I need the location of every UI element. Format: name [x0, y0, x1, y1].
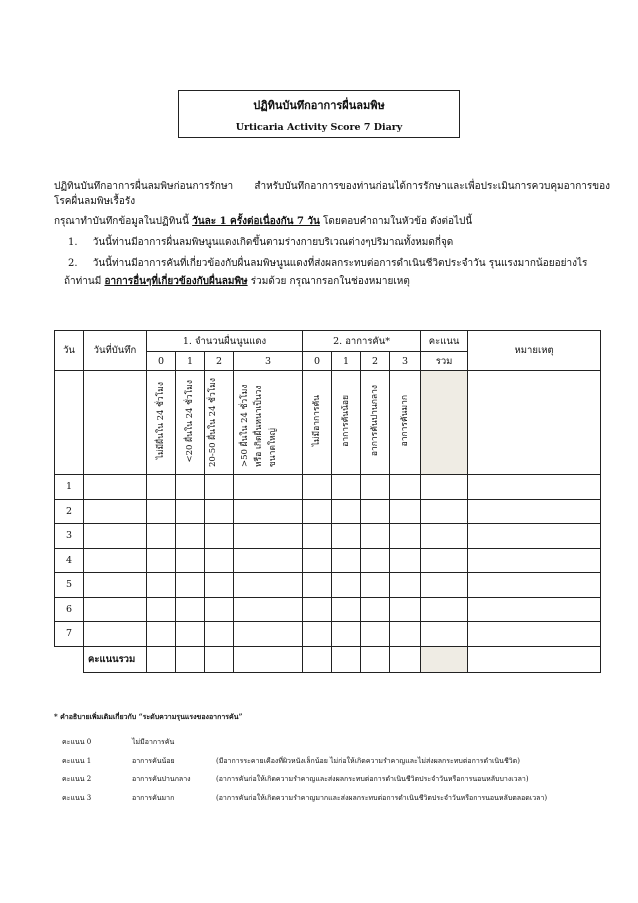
itch-desc-3: อาการคันมาก	[400, 395, 411, 447]
intro-line-1b: สำหรับบันทึกอาการของท่านก่อนได้การรักษาและเพื่อประเมินการควบคุมอาการของ	[254, 181, 610, 192]
intro-line-3	[54, 215, 472, 229]
day-number: 5	[55, 573, 84, 598]
note-cell[interactable]	[468, 622, 601, 647]
wheal-score-2: 2	[205, 352, 234, 371]
note-cell[interactable]	[468, 499, 601, 524]
itch-desc-3-cell	[390, 371, 421, 475]
desc-note-empty	[468, 371, 601, 475]
entry-cell[interactable]	[147, 475, 176, 500]
wheal-score-1: 1	[176, 352, 205, 371]
day-number: 2	[55, 499, 84, 524]
entry-cell[interactable]	[234, 524, 303, 549]
intro-line-3-emphasis: วันละ 1 ครั้งต่อเนื่องกัน 7 วัน	[192, 216, 320, 227]
table-row	[55, 573, 601, 598]
footer-heading: * คำอธิบายเพิ่มเติมเกี่ยวกับ “ระดับความรุนแรงของอาการคัน”	[54, 712, 243, 721]
score-cell[interactable]	[421, 524, 468, 549]
entry-cell[interactable]	[390, 548, 421, 573]
entry-cell[interactable]	[147, 622, 176, 647]
intro-line-2: โรคผื่นลมพิษเรื้อรัง	[54, 196, 136, 207]
date-cell[interactable]	[84, 475, 147, 500]
entry-cell[interactable]	[147, 499, 176, 524]
intro-line-3-pre: กรุณาทำบันทึกข้อมูลในปฏิทินนี้	[54, 216, 193, 227]
note-cell[interactable]	[468, 548, 601, 573]
entry-cell[interactable]	[303, 573, 332, 598]
desc-row	[55, 371, 601, 475]
itch-score-0: 0	[303, 352, 332, 371]
entry-cell[interactable]	[176, 499, 205, 524]
header-itch: 2. อาการคัน*	[303, 331, 421, 352]
entry-cell[interactable]	[361, 524, 390, 549]
entry-cell[interactable]	[176, 573, 205, 598]
legend-score: คะแนน 1	[62, 756, 92, 765]
entry-cell[interactable]	[361, 499, 390, 524]
day-number: 7	[55, 622, 84, 647]
date-cell[interactable]	[84, 548, 147, 573]
intro-item-1-text: วันนี้ท่านมีอาการผื่นลมพิษนูนแดงเกิดขึ้นตามร่างกายบริเวณต่างๆปริมาณทั้งหมดกี่จุด	[92, 237, 454, 248]
wheal-desc-2-cell	[205, 371, 234, 475]
entry-cell[interactable]	[205, 573, 234, 598]
wheal-desc-1: <20 ผื่นใน 24 ชั่วโมง	[185, 379, 195, 463]
entry-cell[interactable]	[147, 573, 176, 598]
itch-score-3: 3	[390, 352, 421, 371]
entry-cell[interactable]	[332, 548, 361, 573]
total-cell	[361, 646, 390, 672]
entry-cell[interactable]	[303, 597, 332, 622]
entry-cell[interactable]	[332, 475, 361, 500]
day-number: 1	[55, 475, 84, 500]
entry-cell[interactable]	[205, 622, 234, 647]
date-cell[interactable]	[84, 499, 147, 524]
title-box	[178, 90, 460, 138]
entry-cell[interactable]	[234, 548, 303, 573]
total-note-cell	[468, 646, 601, 672]
entry-cell[interactable]	[205, 548, 234, 573]
intro-line-1a: ปฏิทินบันทึกอาการผื่นลมพิษก่อนการรักษา	[54, 181, 234, 192]
entry-cell[interactable]	[390, 597, 421, 622]
entry-cell[interactable]	[332, 499, 361, 524]
legend-level: อาการคันน้อย	[132, 756, 175, 765]
entry-cell[interactable]	[332, 622, 361, 647]
legend-level: อาการคันมาก	[132, 793, 175, 802]
intro-line-1	[54, 180, 610, 194]
intro-line-6-emphasis: อาการอื่นๆที่เกี่ยวข้องกับผื่นลมพิษ	[104, 276, 248, 287]
entry-cell[interactable]	[390, 573, 421, 598]
day-number: 6	[55, 597, 84, 622]
entry-cell[interactable]	[176, 548, 205, 573]
score-cell[interactable]	[421, 475, 468, 500]
legend-level: อาการคันปานกลาง	[132, 775, 191, 783]
itch-desc-1: อาการคันน้อย	[341, 395, 352, 447]
table-row	[55, 524, 601, 549]
entry-cell[interactable]	[332, 524, 361, 549]
legend-desc: (มีอาการระคายเคืองที่ผิวหนังเล็กน้อย ไม่ก่อให้เกิดความรำคาญและไม่ส่งผลกระทบต่อการดำเนินชีวิต)	[216, 756, 520, 765]
entry-cell[interactable]	[332, 597, 361, 622]
desc-day-empty	[55, 371, 84, 475]
total-cell	[234, 646, 303, 672]
desc-date-empty	[84, 371, 147, 475]
date-cell[interactable]	[84, 597, 147, 622]
entry-cell[interactable]	[234, 573, 303, 598]
header-score-a: คะแนน	[421, 331, 468, 352]
entry-cell[interactable]	[390, 499, 421, 524]
total-day-empty	[55, 646, 84, 672]
legend-score: คะแนน 0	[62, 738, 92, 746]
entry-cell[interactable]	[147, 524, 176, 549]
intro-item-1-num: 1.	[68, 237, 78, 248]
total-cell	[390, 646, 421, 672]
date-cell[interactable]	[84, 622, 147, 647]
table-row	[55, 475, 601, 500]
date-cell[interactable]	[84, 573, 147, 598]
wheal-desc-2: 20-50 ผื่นใน 24 ชั่วโมง	[208, 377, 218, 467]
entry-cell[interactable]	[361, 475, 390, 500]
itch-desc-2: อาการคันปานกลาง	[370, 385, 381, 457]
intro-line-6	[64, 275, 410, 289]
entry-cell[interactable]	[147, 597, 176, 622]
table-row	[55, 622, 601, 647]
table-row	[55, 548, 601, 573]
intro-item-1	[68, 236, 453, 250]
entry-cell[interactable]	[205, 499, 234, 524]
legend-desc: (อาการคันก่อให้เกิดความรำคาญและส่งผลกระทบต่อการดำเนินชีวิตประจำวันหรือการนอนหลับบางเวลา)	[216, 775, 529, 783]
score-cell[interactable]	[421, 573, 468, 598]
entry-cell[interactable]	[234, 597, 303, 622]
entry-cell[interactable]	[361, 573, 390, 598]
header-note: หมายเหตุ	[468, 331, 601, 371]
wheal-desc-0-cell	[147, 371, 176, 475]
header-row-1	[55, 331, 601, 352]
entry-cell[interactable]	[303, 475, 332, 500]
entry-cell[interactable]	[234, 475, 303, 500]
entry-cell[interactable]	[303, 548, 332, 573]
legend-level: ไม่มีอาการคัน	[132, 738, 175, 746]
entry-cell[interactable]	[303, 524, 332, 549]
note-cell[interactable]	[468, 573, 601, 598]
legend-desc: (อาการคันก่อให้เกิดความรำคาญมากและส่งผลกระทบต่อการดำเนินชีวิตประจำวันหรือการนอนหลับตลอดเวลา)	[216, 793, 548, 802]
note-cell[interactable]	[468, 475, 601, 500]
entry-cell[interactable]	[361, 548, 390, 573]
header-date: วันที่บันทึก	[84, 331, 147, 371]
entry-cell[interactable]	[205, 524, 234, 549]
intro-item-2	[68, 257, 587, 271]
score-cell[interactable]	[421, 622, 468, 647]
itch-desc-0: ไม่มีอาการคัน	[312, 395, 323, 447]
note-cell[interactable]	[468, 597, 601, 622]
intro-item-2-num: 2.	[68, 258, 78, 269]
itch-score-1: 1	[332, 352, 361, 371]
header-day: วัน	[55, 331, 84, 371]
table-row	[55, 499, 601, 524]
entry-cell[interactable]	[361, 597, 390, 622]
wheal-score-0: 0	[147, 352, 176, 371]
day-number: 4	[55, 548, 84, 573]
legend-score: คะแนน 2	[62, 775, 92, 783]
entry-cell[interactable]	[205, 597, 234, 622]
itch-desc-2-cell	[361, 371, 390, 475]
entry-cell[interactable]	[390, 622, 421, 647]
legend-score: คะแนน 3	[62, 793, 92, 802]
diary-table	[54, 330, 601, 673]
title-english: Urticaria Activity Score 7 Diary	[235, 122, 403, 133]
wheal-desc-0: ไม่มีผื่นใน 24 ชั่วโมง	[156, 382, 166, 460]
header-score-b: รวม	[421, 352, 468, 371]
title-thai: ปฏิทินบันทึกอาการผื่นลมพิษ	[253, 99, 385, 112]
intro-item-2-text: วันนี้ท่านมีอาการคันที่เกี่ยวข้องกับผื่นลมพิษนูนแดงที่ส่งผลกระทบต่อการดำเนินชีวิตประจำวัน รุนแรงมากน้อยอย่างไร	[92, 258, 588, 269]
desc-score-shaded	[421, 371, 468, 475]
date-cell[interactable]	[84, 524, 147, 549]
intro-line-3-post: โดยตอบคำถามในหัวข้อ ดังต่อไปนี้	[319, 216, 473, 227]
table-row	[55, 597, 601, 622]
itch-desc-1-cell	[332, 371, 361, 475]
total-cell	[205, 646, 234, 672]
score-cell[interactable]	[421, 499, 468, 524]
score-cell[interactable]	[421, 597, 468, 622]
entry-cell[interactable]	[332, 573, 361, 598]
wheal-desc-1-cell	[176, 371, 205, 475]
total-cell	[176, 646, 205, 672]
note-cell[interactable]	[468, 524, 601, 549]
total-label: คะแนนรวม	[84, 646, 147, 672]
entry-cell[interactable]	[176, 524, 205, 549]
entry-cell[interactable]	[361, 622, 390, 647]
day-number: 3	[55, 524, 84, 549]
entry-cell[interactable]	[390, 524, 421, 549]
wheal-desc-3-cell	[234, 371, 303, 475]
entry-cell[interactable]	[303, 622, 332, 647]
intro-line-6-pre: ถ้าท่านมี	[64, 276, 105, 287]
entry-cell[interactable]	[234, 622, 303, 647]
wheal-score-3: 3	[234, 352, 303, 371]
entry-cell[interactable]	[176, 622, 205, 647]
entry-cell[interactable]	[176, 597, 205, 622]
wheal-desc-3: >50 ผื่นใน 24 ชั่วโมง หรือ เกิดผื่นหนาเป็นวงขนาดใหญ่	[240, 384, 279, 467]
itch-score-2: 2	[361, 352, 390, 371]
intro-line-6-post: ร่วมด้วย กรุณากรอกในช่องหมายเหตุ	[247, 276, 410, 287]
total-cell	[147, 646, 176, 672]
total-cell	[303, 646, 332, 672]
entry-cell[interactable]	[303, 499, 332, 524]
entry-cell[interactable]	[234, 499, 303, 524]
total-cell	[332, 646, 361, 672]
header-wheals: 1. จำนวนผื่นนูนแดง	[147, 331, 303, 352]
score-cell[interactable]	[421, 548, 468, 573]
itch-desc-0-cell	[303, 371, 332, 475]
entry-cell[interactable]	[147, 548, 176, 573]
entry-cell[interactable]	[205, 475, 234, 500]
total-row	[55, 646, 601, 672]
entry-cell[interactable]	[176, 475, 205, 500]
entry-cell[interactable]	[390, 475, 421, 500]
total-score-cell	[421, 646, 468, 672]
